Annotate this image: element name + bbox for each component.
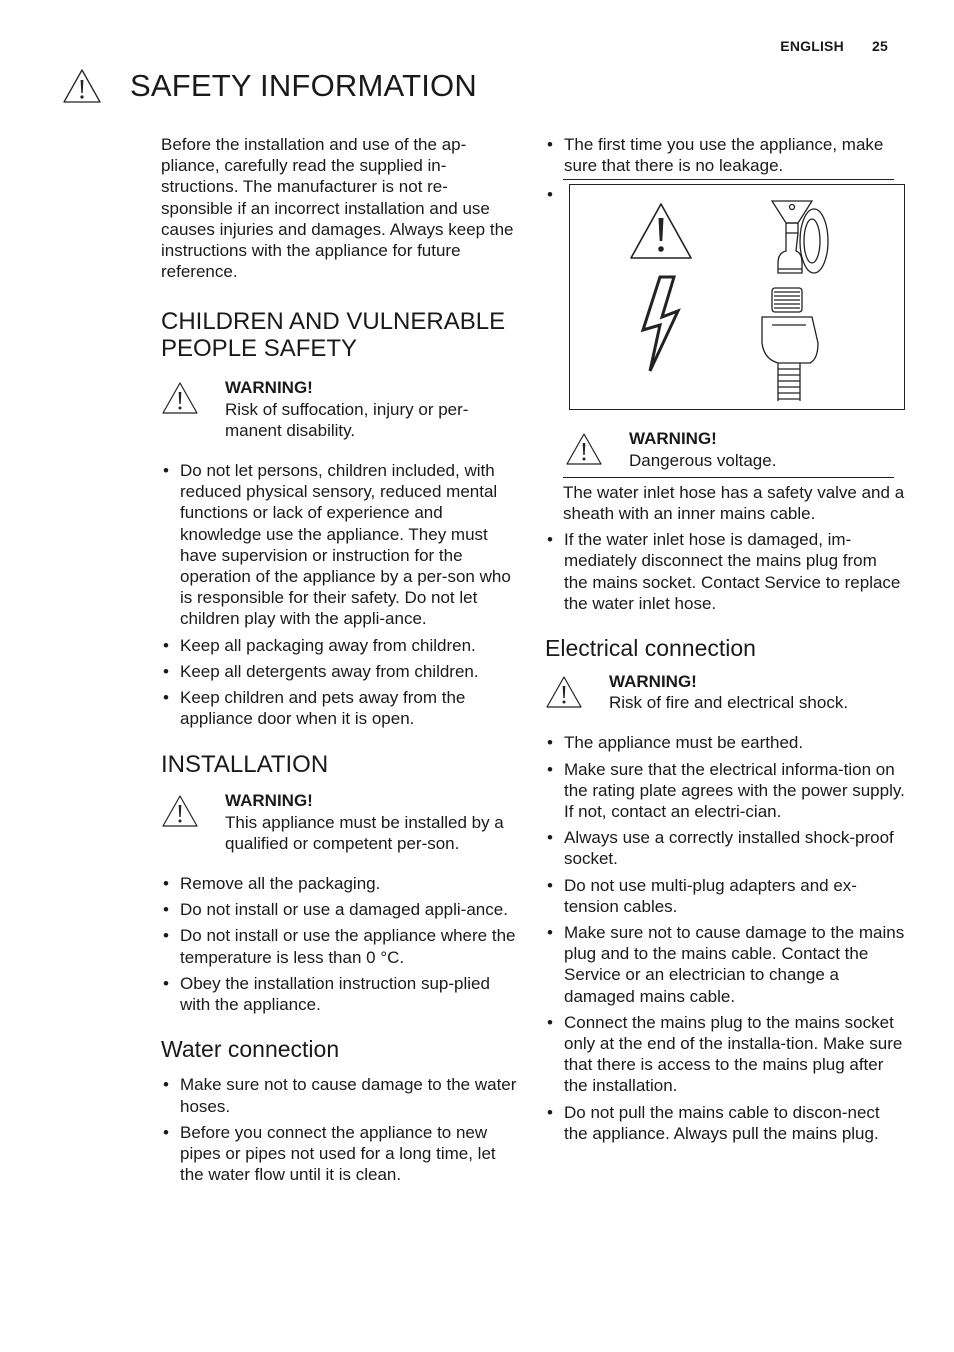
warning-triangle-icon <box>565 432 603 466</box>
water-list-continued <box>545 134 905 176</box>
list-item: • Do not install or use the appliance where the temperature is less than 0 °C. <box>161 925 517 967</box>
page-header <box>780 38 888 54</box>
water-list <box>161 1074 517 1185</box>
title-row <box>62 68 477 104</box>
children-heading: CHILDREN AND VULNERABLE PEOPLE SAFETY <box>161 308 506 363</box>
list-item: • Make sure not to cause damage to the mains plug and to the mains cable. Contact the Service or an electrician to change a damaged mains cable. <box>545 922 905 1007</box>
list-item: • Make sure not to cause damage to the water hoses. <box>161 1074 517 1116</box>
language-label: ENGLISH <box>780 38 844 54</box>
water-inlet-hose-icon <box>750 193 850 405</box>
list-item: • Do not let persons, children included, with reduced physical sensory, reduced mental functions or lack of experience and knowledge use the appliance. They must have supervision or instruction for the operation of the appliance by a per-son who is responsible for their safety. Do not let children play with the appli-ance. <box>161 460 517 630</box>
list-item: • Always use a correctly installed shock-proof socket. <box>545 827 905 869</box>
warning-text: Risk of suffocation, injury or per-manent disability. <box>225 399 469 440</box>
figure-bullet: • <box>547 185 553 205</box>
figure-row <box>545 184 905 410</box>
list-item: • Obey the installation instruction sup-plied with the appliance. <box>161 973 517 1015</box>
list-item: • Make sure that the electrical informa-tion on the rating plate agrees with the power supply. If not, contact an electri-cian. <box>545 759 905 823</box>
warning-triangle-icon <box>628 201 694 261</box>
water-list-after <box>545 529 905 614</box>
installation-list <box>161 873 517 1015</box>
page-title: SAFETY INFORMATION <box>130 68 477 103</box>
electrical-list <box>545 732 905 1144</box>
divider <box>563 477 894 478</box>
warning-label: WARNING! <box>225 378 313 398</box>
divider <box>563 179 894 180</box>
list-item: • Keep all detergents away from children. <box>161 661 517 682</box>
right-column <box>545 134 905 1149</box>
warning-text: Dangerous voltage. <box>629 450 777 470</box>
warning-label: WARNING! <box>609 672 697 692</box>
lightning-bolt-icon <box>638 275 684 375</box>
list-item: • Keep all packaging away from children. <box>161 635 517 656</box>
list-item: • Do not pull the mains cable to discon-nect the appliance. Always pull the mains plug. <box>545 1102 905 1144</box>
electrical-warning <box>545 671 905 713</box>
warning-triangle-icon <box>161 381 199 415</box>
hose-note: The water inlet hose has a safety valve and a sheath with an inner mains cable. <box>563 482 905 524</box>
warning-triangle-icon <box>161 794 199 828</box>
warning-label: WARNING! <box>225 791 313 811</box>
list-item: • The appliance must be earthed. <box>545 732 905 753</box>
figure-warning <box>565 428 905 470</box>
electrical-heading: Electrical connection <box>545 635 756 662</box>
intro-paragraph: Before the installation and use of the ap-pliance, carefully read the supplied in-structions. The manufacturer is not re-sponsible if an incorrect installation and use causes injuries and damages. Always keep the instructions with the appliance for future reference. <box>161 135 514 282</box>
warning-triangle-icon <box>545 675 583 709</box>
left-column <box>161 134 517 1190</box>
children-warning <box>161 377 517 441</box>
warning-triangle-icon <box>62 68 102 104</box>
list-item: • The first time you use the appliance, make sure that there is no leakage. <box>545 134 905 176</box>
warning-text: This appliance must be installed by a qualified or competent per-son. <box>225 812 504 853</box>
list-item: • Do not install or use a damaged appli-ance. <box>161 899 517 920</box>
warning-label: WARNING! <box>629 429 717 449</box>
installation-warning <box>161 790 517 854</box>
list-item: • Connect the mains plug to the mains socket only at the end of the installa-tion. Make sure that there is access to the mains plug after the installation. <box>545 1012 905 1097</box>
list-item: • If the water inlet hose is damaged, im-mediately disconnect the mains plug from the mains socket. Contact Service to replace the water inlet hose. <box>545 529 905 614</box>
children-list <box>161 460 517 729</box>
page-number: 25 <box>872 38 888 54</box>
hose-figure <box>569 184 905 410</box>
list-item: • Before you connect the appliance to new pipes or pipes not used for a long time, let the water flow until it is clean. <box>161 1122 517 1186</box>
installation-heading: INSTALLATION <box>161 751 329 779</box>
water-heading: Water connection <box>161 1036 340 1063</box>
warning-text: Risk of fire and electrical shock. <box>609 693 849 713</box>
list-item: • Keep children and pets away from the appliance door when it is open. <box>161 687 517 729</box>
list-item: • Remove all the packaging. <box>161 873 517 894</box>
list-item: • Do not use multi-plug adapters and ex-tension cables. <box>545 875 905 917</box>
